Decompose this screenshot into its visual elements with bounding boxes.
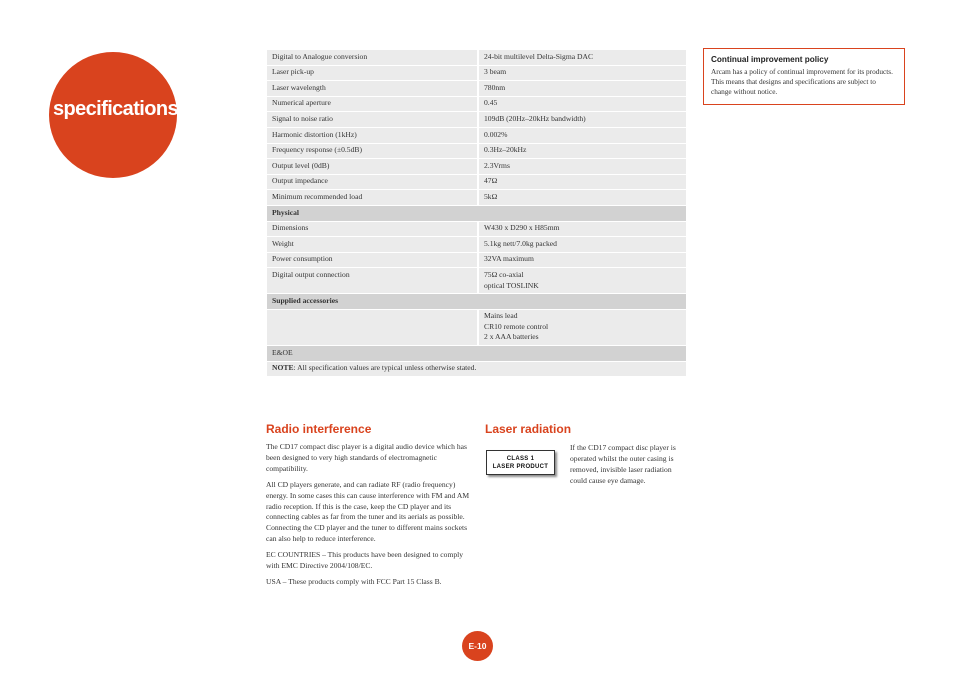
spec-label: Laser pick-up (267, 66, 479, 81)
table-row (267, 175, 686, 190)
spec-label: Numerical aperture (267, 97, 479, 112)
spec-label: Dimensions (267, 222, 479, 237)
spec-value: 780nm (479, 81, 686, 96)
spec-label: Power consumption (267, 253, 479, 268)
spec-label: Laser wavelength (267, 81, 479, 96)
accessory-list (479, 310, 686, 345)
spec-value: W430 x D290 x H85mm (479, 222, 686, 237)
table-row (267, 144, 686, 159)
accessory-item: Mains lead (484, 311, 518, 321)
spec-value: 47Ω (479, 175, 686, 190)
spec-value: 5.1kg nett/7.0kg packed (479, 237, 686, 252)
spec-value-line: optical TOSLINK (484, 280, 539, 290)
note-cell (267, 362, 686, 377)
spec-value-line: 75Ω co-axial (484, 269, 524, 279)
note-label: NOTE (272, 363, 294, 373)
spec-label: Signal to noise ratio (267, 112, 479, 127)
spec-value: 24-bit multilevel Delta-Sigma DAC (479, 50, 686, 65)
accessory-item: CR10 remote control (484, 321, 549, 331)
spec-label: Minimum recommended load (267, 190, 479, 205)
spec-label: Output impedance (267, 175, 479, 190)
accessory-item: 2 x AAA batteries (484, 332, 539, 342)
eoe-text: E&OE (267, 346, 686, 361)
table-row (267, 237, 686, 252)
table-row (267, 159, 686, 174)
spec-label: Output level (0dB) (267, 159, 479, 174)
laser-radiation-section (485, 422, 690, 442)
radio-paragraph: All CD players generate, and can radiate RF (radio frequency) energy. In some cases this can cause interference with FM and AM radio reception. If this is the case, keep the CD player and its connecting cables as far from the tuner and its aerials as possible. Connecting the CD player and the tuner to different mains sockets can also help to reduce interference. (266, 479, 470, 544)
laser-heading: Laser radiation (485, 422, 572, 436)
section-title: Supplied accessories (267, 294, 686, 309)
laser-text: If the CD17 compact disc player is operated whilst the outer casing is removed, invisible laser radiation could cause eye damage. (570, 443, 676, 485)
table-row (267, 81, 686, 96)
spec-value: 32VA maximum (479, 253, 686, 268)
spec-label: Digital output connection (267, 268, 479, 293)
spec-value: 5kΩ (479, 190, 686, 205)
table-row (267, 112, 686, 127)
section-header-accessories (267, 294, 686, 309)
radio-paragraph: USA – These products comply with FCC Part 15 Class B. (266, 576, 442, 586)
spec-label: Digital to Analogue conversion (267, 50, 479, 65)
table-row (267, 310, 686, 345)
table-row (267, 50, 686, 65)
spec-value: 2.3Vrms (479, 159, 686, 174)
note-text: : All specification values are typical unless otherwise stated. (293, 363, 477, 373)
spec-label (267, 310, 479, 345)
eoe-row (267, 346, 686, 361)
table-row (267, 253, 686, 268)
spec-value: 3 beam (479, 66, 686, 81)
section-title: Physical (267, 206, 686, 221)
spec-value: 0.002% (479, 128, 686, 143)
radio-paragraph: EC COUNTRIES – This products have been designed to comply with EMC Directive 2004/108/EC. (266, 550, 464, 571)
section-header-physical (267, 206, 686, 221)
page-number: E-10 (462, 631, 493, 661)
radio-paragraph: The CD17 compact disc player is a digital audio device which has been designed to very high standards of electromagnetic compatibility. (266, 442, 467, 473)
specifications-table (267, 49, 686, 377)
laser-class-line: CLASS 1 (506, 455, 535, 462)
improvement-policy-box (703, 48, 905, 105)
laser-class-line: LASER PRODUCT (492, 463, 549, 470)
radio-interference-section (266, 422, 471, 593)
table-row (267, 128, 686, 143)
spec-label: Weight (267, 237, 479, 252)
table-row (267, 222, 686, 237)
table-row (267, 66, 686, 81)
page-title: specifications (53, 98, 178, 120)
table-row (267, 190, 686, 205)
spec-label: Harmonic distortion (1kHz) (267, 128, 479, 143)
spec-label: Frequency response (±0.5dB) (267, 144, 479, 159)
spec-value: 0.45 (479, 97, 686, 112)
spec-value (479, 268, 686, 293)
spec-value: 109dB (20Hz–20kHz bandwidth) (479, 112, 686, 127)
policy-title: Continual improvement policy (711, 55, 829, 64)
table-row (267, 97, 686, 112)
laser-class-label (486, 450, 555, 475)
policy-text: Arcam has a policy of continual improvement for its products. This means that designs and specifications are subject to change without notice. (711, 67, 893, 96)
spec-value: 0.3Hz–20kHz (479, 144, 686, 159)
note-row (267, 362, 686, 377)
table-row (267, 268, 686, 293)
radio-heading: Radio interference (266, 422, 372, 436)
